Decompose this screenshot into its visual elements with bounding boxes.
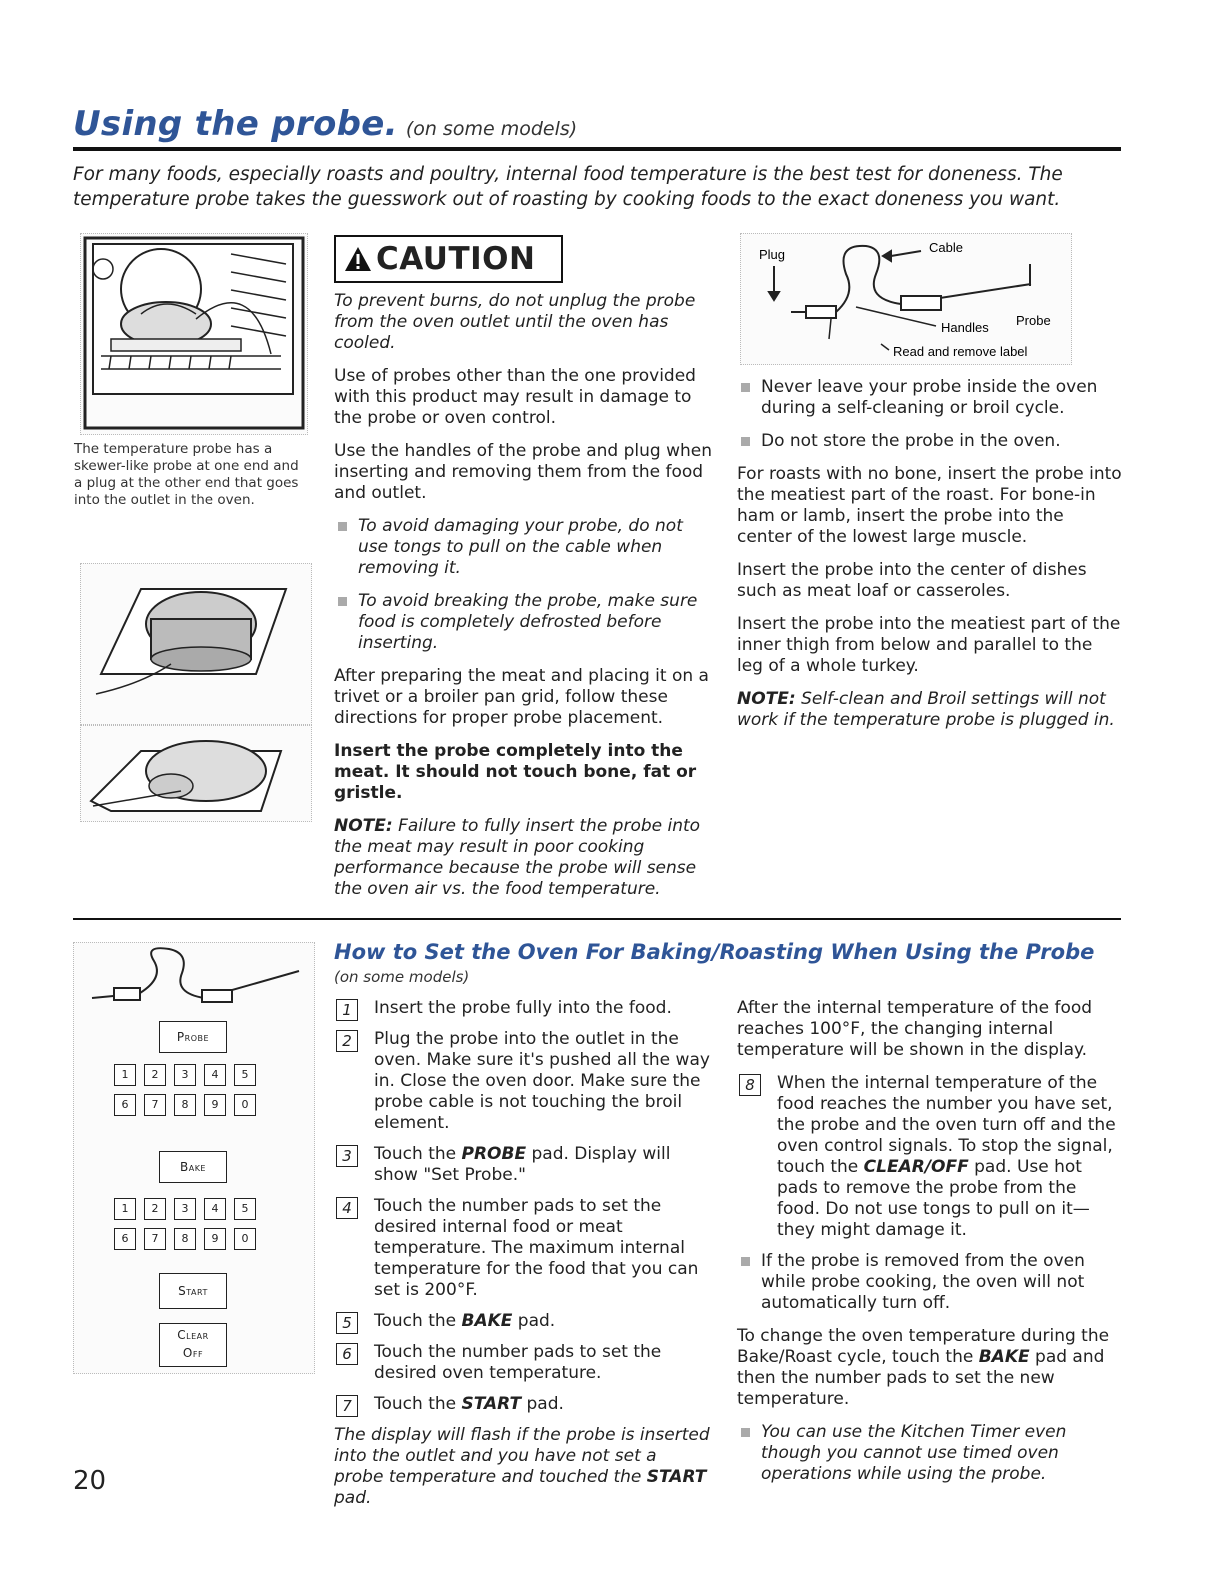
bullet-icon: [338, 522, 347, 531]
step-text: pad.: [521, 1394, 564, 1414]
number-pad: 0: [234, 1094, 256, 1116]
caution-p2: Use the handles of the probe and plug when inserting and removing them from the food and outlet.: [334, 441, 713, 503]
caution-note: [334, 816, 712, 900]
step-number: 7: [336, 1395, 358, 1417]
keypad-illustration: [73, 942, 315, 1374]
bullet-icon: [338, 597, 347, 606]
number-pad: 6: [114, 1094, 136, 1116]
step-8: [737, 1073, 1122, 1241]
number-pad: 9: [204, 1094, 226, 1116]
step-4: [334, 1196, 710, 1301]
flash-text: The display will flash if the probe is inserted into the outlet and you have not set a probe temperature and touched the: [334, 1425, 710, 1487]
bullet-text: You can use the Kitchen Timer even though you cannot use timed oven operations while using the probe.: [761, 1422, 1067, 1484]
caution-p3: After preparing the meat and placing it on a trivet or a broiler pan grid, follow these directions for proper probe placement.: [334, 666, 709, 728]
howto-right-column: [737, 998, 1122, 1497]
warning-triangle-icon: [344, 245, 372, 273]
flash-note: [334, 1425, 710, 1509]
step-text: Touch the: [374, 1311, 462, 1331]
probe-caption: The temperature probe has a skewer-like probe at one end and a plug at the other end that goes into the outlet in the oven.: [74, 441, 299, 508]
howto-subtitle: (on some models): [334, 968, 470, 986]
number-pad: 9: [204, 1228, 226, 1250]
right-note: [737, 689, 1122, 731]
title-text: Using the probe.: [73, 104, 398, 144]
right-p2: Insert the probe into the center of dishes such as meat loaf or casseroles.: [737, 560, 1087, 601]
step-1: [334, 998, 710, 1019]
step-text: Touch the number pads to set the desired internal food or meat temperature. The maximum internal temperature for the food that you can set is 200°F.: [374, 1196, 699, 1300]
number-pad: 4: [204, 1198, 226, 1220]
section-rule: [73, 918, 1121, 920]
right-bullet-2-text: Do not store the probe in the oven.: [761, 431, 1061, 451]
page-number: 20: [73, 1466, 107, 1496]
intro-text: For many foods, especially roasts and poultry, internal food temperature is the best test for doneness. The temperature probe takes the guesswork out of roasting by cooking foods to the exact doneness you want.: [73, 164, 1063, 210]
number-pad: 5: [234, 1064, 256, 1086]
probe-diagram: [740, 233, 1072, 365]
step-text: Touch the number pads to set the desired oven temperature.: [374, 1342, 662, 1383]
howto-title: How to Set the Oven For Baking/Roasting When Using the Probe: [334, 940, 1095, 964]
howto-bullet-2: [737, 1422, 1122, 1485]
clear-label: Clear: [177, 1328, 209, 1342]
step-text: Insert the probe fully into the food.: [374, 998, 672, 1018]
right-bullet-2: [737, 431, 1122, 452]
howto-steps: [334, 998, 710, 1521]
change-pre: To change the oven temperature during the Bake/Roast cycle, touch the: [737, 1326, 1110, 1367]
bullet-icon: [741, 1428, 750, 1437]
number-pad: 0: [234, 1228, 256, 1250]
probe-pad: Probe: [159, 1021, 227, 1053]
after-text: After the internal temperature of the food reaches 100°F, the changing internal temperature will be shown in the display.: [737, 998, 1093, 1060]
number-pad: 2: [144, 1064, 166, 1086]
roast-illustration: [80, 563, 312, 725]
note-text: Self-clean and Broil settings will not work if the temperature probe is plugged in.: [737, 689, 1115, 730]
caution-column: [334, 291, 712, 912]
right-p3: Insert the probe into the meatiest part of the inner thigh from below and parallel to the leg of a whole turkey.: [737, 614, 1121, 676]
top-rule: [73, 147, 1121, 151]
note-label: NOTE:: [334, 816, 393, 836]
right-bullet-1: [737, 377, 1122, 419]
key-name: BAKE: [978, 1347, 1030, 1367]
key-name: START: [646, 1467, 707, 1487]
step-7: [334, 1394, 710, 1415]
step-3: [334, 1144, 710, 1186]
key-name: START: [461, 1394, 522, 1414]
step-text: Touch the: [374, 1144, 462, 1164]
step-text: pad.: [512, 1311, 556, 1331]
step-number: 2: [336, 1030, 358, 1052]
number-pad: 8: [174, 1094, 196, 1116]
right-column: [737, 377, 1122, 743]
right-bullet-1-text: Never leave your probe inside the oven during a self-cleaning or broil cycle.: [761, 377, 1098, 418]
step-text: Plug the probe into the outlet in the oven. Make sure it's pushed all the way in. Close the oven door. Make sure the probe cable is not touching the broil element.: [374, 1029, 710, 1133]
number-pad: 7: [144, 1094, 166, 1116]
step-6: [334, 1342, 710, 1384]
bullet-icon: [741, 437, 750, 446]
step-number: 6: [336, 1343, 358, 1365]
step-number: 1: [336, 999, 358, 1021]
bullet-icon: [741, 383, 750, 392]
number-pad: 4: [204, 1064, 226, 1086]
caution-p1: Use of probes other than the one provided with this product may result in damage to the probe or oven control.: [334, 366, 696, 428]
title-subtitle: (on some models): [405, 118, 578, 140]
step-number: 5: [336, 1312, 358, 1334]
step-2: [334, 1029, 710, 1134]
diagram-label-label: Read and remove label: [893, 344, 1028, 359]
diagram-cable-label: Cable: [929, 240, 963, 255]
caution-bold: Insert the probe completely into the meat. It should not touch bone, fat or gristle.: [334, 741, 697, 803]
number-pad: 1: [114, 1198, 136, 1220]
step-number: 4: [336, 1197, 358, 1219]
caution-warning: To prevent burns, do not unplug the probe from the oven outlet until the oven has cooled.: [334, 291, 696, 353]
caution-box: [334, 235, 563, 283]
key-name: PROBE: [461, 1144, 527, 1164]
howto-bullet-1: [737, 1251, 1122, 1314]
diagram-handles-label: Handles: [941, 320, 989, 335]
step-text: pad. Display will show "Set Probe.": [374, 1144, 671, 1185]
step-text: Touch the: [374, 1394, 462, 1414]
bake-pad: Bake: [159, 1151, 227, 1183]
number-pad: 7: [144, 1228, 166, 1250]
clear-off-pad: [159, 1323, 227, 1367]
caution-bullet-2-text: To avoid breaking the probe, make sure food is completely defrosted before inserting.: [358, 591, 698, 653]
bullet-text: If the probe is removed from the oven while probe cooking, the oven will not automatically turn off.: [761, 1251, 1085, 1313]
right-p1: For roasts with no bone, insert the probe into the meatiest part of the roast. For bone-in ham or lamb, insert the probe into the center of the lowest large muscle.: [737, 464, 1122, 547]
step-text: pad. Use hot pads to remove the probe from the food. Do not use tongs to pull on it—they might damage it.: [777, 1157, 1090, 1240]
bullet-icon: [741, 1257, 750, 1266]
page-title: [73, 104, 577, 144]
number-pad: 3: [174, 1064, 196, 1086]
step-number: 8: [739, 1074, 761, 1096]
key-name: BAKE: [461, 1311, 513, 1331]
caution-bullet-2: [334, 591, 712, 654]
number-pad: 6: [114, 1228, 136, 1250]
key-name: CLEAR/OFF: [863, 1157, 969, 1177]
caution-bullet-1: [334, 516, 712, 579]
number-pad: 3: [174, 1198, 196, 1220]
change-post: pad and then the number pads to set the new temperature.: [737, 1347, 1105, 1409]
turkey-illustration: [80, 725, 312, 822]
diagram-plug-label: Plug: [759, 247, 786, 262]
note-text: Failure to fully insert the probe into the meat may result in poor cooking performance because the probe will sense the oven air vs. the food temperature.: [334, 816, 701, 899]
note-label: NOTE:: [737, 689, 796, 709]
start-pad: Start: [159, 1273, 227, 1309]
step-text: When the internal temperature of the food reaches the number you have set, the probe and the oven turn off and the oven control signals. To stop the signal, touch the: [777, 1073, 1116, 1177]
diagram-probe-label: Probe: [1016, 313, 1051, 328]
number-pad: 1: [114, 1064, 136, 1086]
flash-text: pad.: [334, 1488, 372, 1508]
caution-bullet-1-text: To avoid damaging your probe, do not use tongs to pull on the cable when removing it.: [358, 516, 683, 578]
number-pad: 5: [234, 1198, 256, 1220]
step-number: 3: [336, 1145, 358, 1167]
oven-illustration: [80, 233, 308, 435]
number-pad: 8: [174, 1228, 196, 1250]
caution-word: CAUTION: [376, 241, 536, 277]
number-pad: 2: [144, 1198, 166, 1220]
change-text: [737, 1326, 1122, 1410]
off-label: Off: [182, 1346, 204, 1360]
step-5: [334, 1311, 710, 1332]
